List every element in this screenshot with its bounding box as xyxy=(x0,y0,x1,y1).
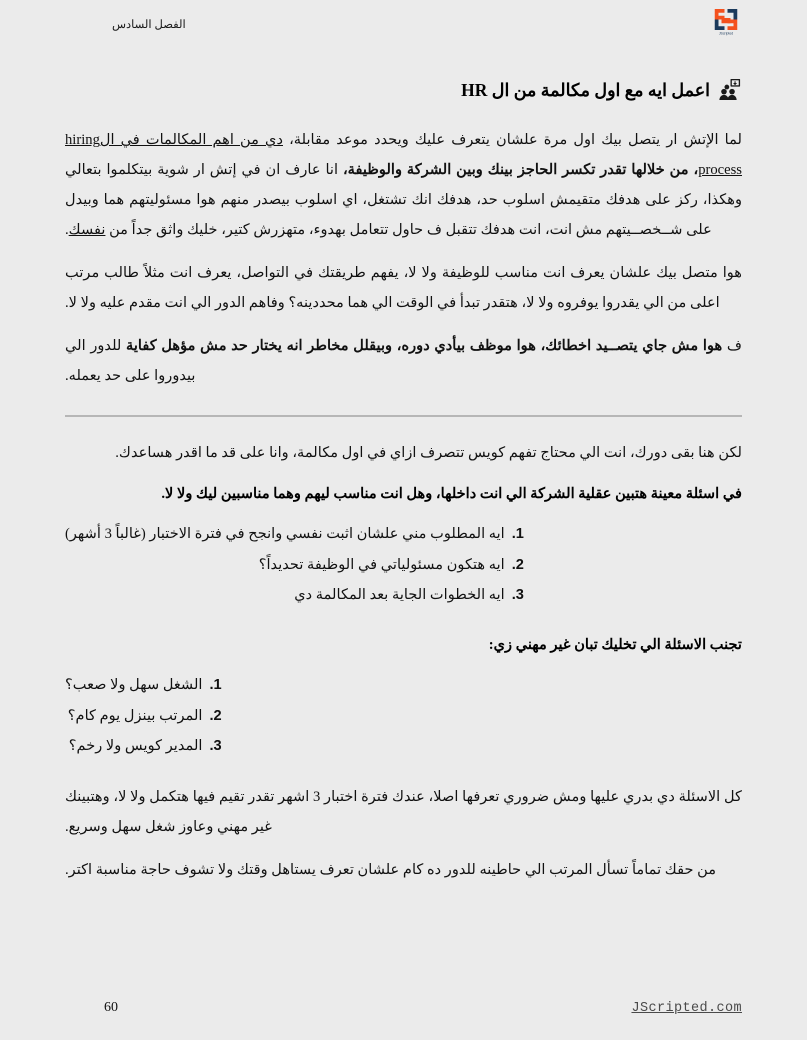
p1-latin-hiring-process: hiring process xyxy=(65,132,742,179)
p1-part1: لما الإتش ار يتصل بيك اول مرة علشان يتعرف عليك ويحدد موعد مقابلة، xyxy=(282,132,742,148)
paragraph-not-hunting-mistakes xyxy=(65,331,742,391)
p1-tail: . xyxy=(65,222,69,239)
chapter-label: الفصل السادس xyxy=(112,19,186,31)
p3-lead: ف xyxy=(722,338,742,355)
list-item xyxy=(65,674,235,698)
list-item xyxy=(65,523,538,547)
list-item-label: المرتب بينزل يوم كام؟ xyxy=(67,707,203,724)
paragraph-your-role: لكن هنا بقى دورك، انت الي محتاج تفهم كويس تتصرف ازاي في اول مكالمة، وانا على قد ما اقدر هساعدك. xyxy=(115,444,742,461)
list-item-number: 1. xyxy=(209,676,222,693)
list-item-number: 2. xyxy=(209,707,222,724)
p1-part2: انا عارف ان في إتش ار شوية بيتكلموا بتعالي وهكذا، ركز على هدفك متقيمش اسلوب حد، هدفك انك تشتغل، اي اسلوب بيصدر منهم هوا مسئوليتهم هما وبيدل على شــخصــيتهم مش انت، انت هدفك تتقبل ف حاول تتعامل بهدوء، متهزرش كتير، خليك واثق جداً من xyxy=(65,162,742,239)
list-item-label: المدير كويس ولا رخم؟ xyxy=(68,738,203,755)
list-item-label: الشغل سهل ولا صعب؟ xyxy=(65,676,203,693)
running-header xyxy=(65,0,742,62)
p3-tail: للدور الي بيدوروا على حد يعمله. xyxy=(65,338,196,385)
avoid-section-list-wrap xyxy=(65,670,742,782)
list-item-number: 1. xyxy=(511,525,524,542)
paragraph-intro-call xyxy=(65,125,742,245)
list-item-number: 2. xyxy=(511,556,524,573)
list-item-number: 3. xyxy=(511,587,524,604)
site-link[interactable]: JScripted.com xyxy=(631,1001,742,1016)
ask-section-list-wrap xyxy=(65,519,742,631)
p1-bold-phrase: ، من خلالها تقدر تكسر الحاجز بينك وبين الشركة والوظيفة، xyxy=(342,162,699,179)
page-footer xyxy=(65,994,742,1016)
page-number: 60 xyxy=(104,1000,118,1015)
ask-section-list xyxy=(65,523,538,615)
p3-bold: هوا مش جاي يتصــيد اخطائك، هوا موظف بيأدي دوره، وبيقلل مخاطر انه يختار حد مش مؤهل كفاية xyxy=(126,338,723,355)
jscripted-logo xyxy=(711,6,741,36)
list-item xyxy=(65,584,538,608)
section-heading xyxy=(65,78,742,103)
logo-wordmark: JScripted xyxy=(718,31,734,36)
list-item-label: ايه الخطوات الجاية بعد المكالمة دي xyxy=(294,587,505,604)
ask-section-heading: في اسئلة معينة هتبين عقلية الشركة الي انت داخلها، وهل انت مناسب ليهم وهما مناسبين ليك ولا لا. xyxy=(161,485,742,502)
section-heading-text: اعمل ايه مع اول مكالمة من ال HR xyxy=(461,79,710,100)
section-divider xyxy=(65,415,742,417)
list-item xyxy=(65,705,235,729)
avoid-section-heading: تجنب الاسئلة الي تخليك تبان غير مهني زي: xyxy=(488,636,742,653)
list-item xyxy=(65,735,235,759)
people-presentation-icon xyxy=(719,78,742,101)
list-item-label: ايه المطلوب مني علشان اثبت نفسي وانجح في فترة الاختبار (غالباً 3 أشهر) xyxy=(65,525,505,542)
list-item xyxy=(65,554,538,578)
avoid-section-list xyxy=(65,674,235,766)
p1-underline-nafsak: نفسك xyxy=(68,222,106,239)
p1-underline-phrase: دي من اهم المكالمات في ال xyxy=(99,132,283,148)
paragraph-salary-right: من حقك تماماً تسأل المرتب الي حاطينه للدور ده كام علشان تعرف يستاهل وقتك ولا تشوف حاجة مناسبة اكتر. xyxy=(65,862,717,879)
list-item-label: ايه هتكون مسئولياتي في الوظيفة تحديداً؟ xyxy=(258,556,505,573)
paragraph-why-calling: هوا متصل بيك علشان يعرف انت مناسب للوظيفة ولا لا، يفهم طريقتك في التواصل، يعرف انت مثلاً طالب مرتب اعلى من الي يقدروا يوفروه ولا لا، هتقدر تبدأ في الوقت الي هما محددينه؟ وفاهم الدور الي انت مقدم عليه ولا لا. xyxy=(65,265,742,312)
paragraph-probation-note: كل الاسئلة دي بدري عليها ومش ضروري تعرفها اصلا، عندك فترة اختبار 3 اشهر تقدر تقيم فيها هتكمل ولا لا، وهتبينك غير مهني وعاوز شغل سهل وسريع. xyxy=(65,788,742,835)
list-item-number: 3. xyxy=(209,738,222,755)
